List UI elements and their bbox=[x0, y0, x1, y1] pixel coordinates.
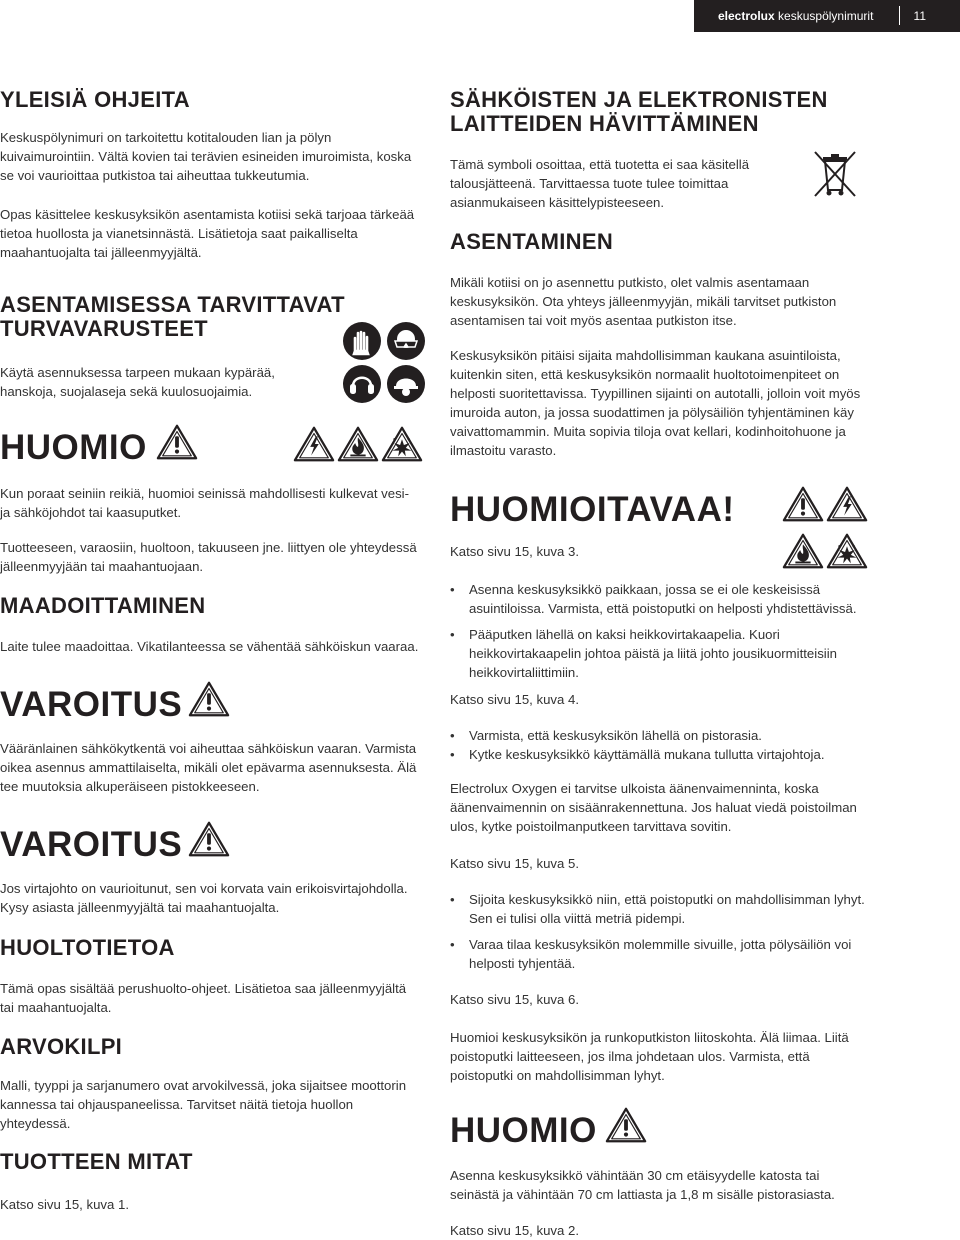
warning-triangle-icon bbox=[188, 679, 230, 719]
mitat-paragraph: Katso sivu 15, kuva 1. bbox=[0, 1197, 130, 1212]
heading-huomioitavaa: HUOMIOITAVAA! bbox=[450, 490, 735, 529]
ear-protection-icon bbox=[342, 364, 382, 404]
arvokilpi-paragraph: Malli, tyyppi ja sarjanumero ovat arvokilvessä, joka sijaitsee moottorin kannessa tai ohjauspaneelissa. Tarvitset näitä tietoja huollon yhteydessä. bbox=[0, 1078, 407, 1131]
list-item: • Kytke keskusyksikkö käyttämällä mukana tullutta virtajohtoja. bbox=[469, 745, 889, 764]
heading-huomio: HUOMIO bbox=[0, 428, 147, 467]
varoitus-1-paragraph: Vääränlainen sähkökytkentä voi aiheuttaa sähköiskun vaaran. Varmista oikea asennus ammattilaiselta, mikäli olet epävarma asennuksesta. Älä tee muutoksia alkuperäiseen pistokkeeseen. bbox=[0, 741, 417, 794]
fire-hazard-icon bbox=[337, 424, 379, 464]
warning-triangle-icon bbox=[188, 819, 230, 859]
fire-hazard-icon bbox=[782, 531, 824, 571]
electrical-hazard-icon bbox=[293, 424, 335, 464]
heading-yleisia-ohjeita: YLEISIÄ OHJEITA bbox=[0, 87, 190, 112]
list-item: • Asenna keskusyksikkö paikkaan, jossa se ei ole keskeisissä asuintiloissa. Varmista, että poistoputki on helposti yhdistettävissä. bbox=[469, 580, 889, 618]
list-item: • Sijoita keskusyksikkö niin, että poistoputki on mahdollisimman lyhyt. Sen ei tulisi olla viittä metriä pidempi. bbox=[469, 890, 889, 928]
sahko-paragraph: Tämä symboli osoittaa, että tuotetta ei saa käsitellä talousjätteenä. Tarvittaessa tuote tulee toimittaa asianmukaiseen käsittelypisteeseen. bbox=[450, 157, 750, 210]
warning-triangle-icon bbox=[156, 422, 198, 462]
page-number: 11 bbox=[913, 9, 926, 23]
crossed-bin-icon bbox=[811, 148, 859, 200]
yleisia-paragraph-1: Keskuspölynimuri on tarkoitettu kotitalouden lian ja pölyn kuivaimurointiin. Vältä kovien tai terävien esineiden imuroimista, koska se voi vaurioittaa putkistoa tai aiheuttaa tukkeutumia. bbox=[0, 130, 412, 183]
bullets-kuva-3 bbox=[450, 580, 889, 689]
heading-turvavarusteet: ASENTAMISESSA TARVITTAVAT TURVAVARUSTEET bbox=[0, 292, 345, 341]
bullets-kuva-4 bbox=[450, 726, 889, 771]
page-header-bar bbox=[694, 0, 960, 32]
varoitus-2-paragraph: Jos virtajohto on vaurioitunut, sen voi korvata vain erikoisvirtajohdolla. Kysy asiasta jälleenmyyjältä tai maahantuojalta. bbox=[0, 881, 408, 915]
ref-kuva-3: Katso sivu 15, kuva 3. bbox=[450, 544, 580, 559]
list-item: • Varmista, että keskusyksikön lähellä on pistorasia. bbox=[469, 726, 889, 745]
helmet-icon bbox=[386, 364, 426, 404]
electrical-hazard-icon bbox=[826, 484, 868, 524]
yleisia-paragraph-2: Opas käsittelee keskusyksikön asentamista kotiisi sekä tarjoaa tärkeää tietoa huollosta ja vianetsinnästä. Lisätietoja saat paikalliselta maahantuojalta tai jälleenmyyjältä. bbox=[0, 207, 415, 260]
heading-sahkoisten-hävittaminen: SÄHKÖISTEN JA ELEKTRONISTEN LAITTEIDEN HÄVITTÄMINEN bbox=[450, 87, 828, 136]
heading-huoltotietoa: HUOLTOTIETOA bbox=[0, 935, 175, 960]
header-brand: electrolux keskuspölynimurit bbox=[718, 9, 874, 23]
asentaminen-paragraph-1: Mikäli kotiisi on jo asennettu putkisto, olet valmis asentamaan keskusyksikön. Ota yhteys jälleenmyyjän, mikäli tarvitset putkiston asentamisen tai voit myös asentaa putkiston itse. bbox=[450, 275, 837, 328]
asentaminen-paragraph-2: Keskusyksikön pitäisi sijaita mahdollisimman kaukana asuintiloista, kuitenkin siten, että keskusyksikön normaalit huoltotoimenpiteet on helposti suoritettavissa. Tyypillinen sijainti on autotalli, jolloin voit myös imuroida auton, ja jossa suodattimen ja pölysäiliön tyhjentäminen käy vaivattomammin. Muita sopivia tiloja ovat kellari, kodinhoitohuone ja ilmastoitu varasto. bbox=[450, 348, 861, 458]
oxygen-paragraph: Electrolux Oxygen ei tarvitse ulkoista äänenvaimenninta, koska äänenvaimennin on sisäänrakennettuna. Jos haluat viedä poistoilman ulos, kytke poistoilmanputkeen tarvittava sovitin. bbox=[450, 781, 857, 834]
heading-asentaminen: ASENTAMINEN bbox=[450, 229, 614, 254]
maadoittaminen-paragraph: Laite tulee maadoittaa. Vikatilanteessa se vähentää sähköiskun vaaraa. bbox=[0, 639, 419, 654]
heading-arvokilpi: ARVOKILPI bbox=[0, 1034, 123, 1059]
list-item: • Pääputken lähellä on kaksi heikkovirtakaapelia. Kuori heikkovirtakaapelin johtoa päistä ja liitä johto jousikuormitteisiin heikkovirtaliittimiin. bbox=[469, 625, 889, 682]
heading-varoitus-1: VAROITUS bbox=[0, 685, 183, 724]
heading-maadoittaminen: MAADOITTAMINEN bbox=[0, 593, 206, 618]
huoltotietoa-paragraph: Tämä opas sisältää perushuolto-ohjeet. Lisätietoa saa jälleenmyyjältä tai maahantuojalta. bbox=[0, 981, 407, 1015]
bullets-kuva-5 bbox=[450, 890, 889, 980]
huomio-2-paragraph: Asenna keskusyksikkö vähintään 30 cm etäisyydelle katosta tai seinästä ja vähintään 70 cm lattiasta ja 1,8 m sisälle pistorasiasta. bbox=[450, 1168, 835, 1202]
ref-kuva-5: Katso sivu 15, kuva 5. bbox=[450, 856, 580, 871]
explosion-hazard-icon bbox=[381, 424, 423, 464]
turva-paragraph: Käytä asennuksessa tarpeen mukaan kypärää, hanskoja, suojalaseja sekä kuulosuojaimia. bbox=[0, 365, 275, 399]
huomio-paragraph-1: Kun poraat seiniin reikiä, huomioi seinissä mahdollisesti kulkevat vesi- ja sähköjohdot tai kaasuputket. bbox=[0, 486, 410, 520]
heading-tuotteen-mitat: TUOTTEEN MITAT bbox=[0, 1149, 193, 1174]
explosion-hazard-icon bbox=[826, 531, 868, 571]
liitos-paragraph: Huomioi keskusyksikön ja runkoputkiston liitoskohta. Älä liimaa. Liitä poistoputki laitteeseen, jos ilma johdetaan ulos. Varmista, että poistoputki on mahdollisimman lyhyt. bbox=[450, 1030, 849, 1083]
safety-glasses-icon bbox=[386, 321, 426, 361]
huomio-paragraph-2: Tuotteeseen, varaosiin, huoltoon, takuuseen jne. liittyen ole yhteydessä jälleenmyyjään tai maahantuojaan. bbox=[0, 540, 417, 574]
gloves-icon bbox=[342, 321, 382, 361]
header-separator bbox=[899, 6, 900, 25]
heading-huomio-2: HUOMIO bbox=[450, 1111, 597, 1150]
ref-kuva-6: Katso sivu 15, kuva 6. bbox=[450, 992, 580, 1007]
ref-kuva-2: Katso sivu 15, kuva 2. bbox=[450, 1223, 580, 1238]
warning-triangle-icon bbox=[605, 1105, 647, 1145]
list-item: • Varaa tilaa keskusyksikön molemmille sivuille, jotta pölysäiliön voi helposti tyhjentää. bbox=[469, 935, 889, 973]
warning-triangle-icon bbox=[782, 484, 824, 524]
ref-kuva-4: Katso sivu 15, kuva 4. bbox=[450, 692, 580, 707]
heading-varoitus-2: VAROITUS bbox=[0, 825, 183, 864]
